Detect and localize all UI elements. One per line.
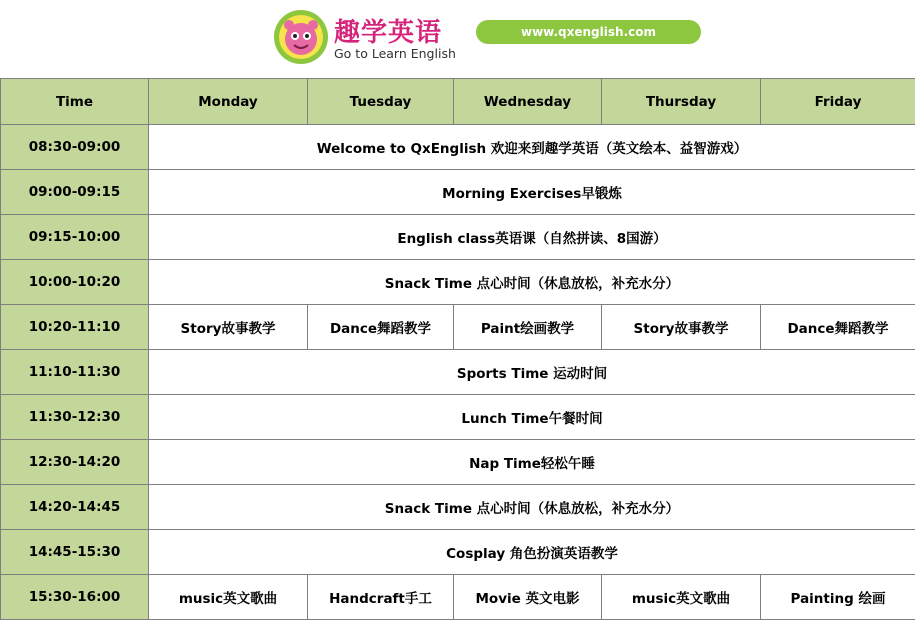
table-row [1, 215, 915, 260]
column-header-monday: Monday [149, 79, 308, 125]
website-url-badge: www.qxenglish.com [476, 20, 701, 44]
header-row [1, 79, 915, 125]
activity-cell-all-days: Snack Time 点心时间（休息放松，补充水分） [149, 260, 915, 305]
time-cell: 14:20-14:45 [1, 485, 149, 530]
column-header-tuesday: Tuesday [308, 79, 454, 125]
activity-cell-all-days: Snack Time 点心时间（休息放松，补充水分） [149, 485, 915, 530]
header [0, 0, 915, 78]
logo-chinese-text: 趣学英语 [334, 12, 442, 49]
column-header-wednesday: Wednesday [454, 79, 602, 125]
activity-cell-all-days: Nap Time轻松午睡 [149, 440, 915, 485]
activity-cell-all-days: English class英语课（自然拼读、8国游） [149, 215, 915, 260]
activity-cell-all-days: Sports Time 运动时间 [149, 350, 915, 395]
time-cell: 11:30-12:30 [1, 395, 149, 440]
table-row [1, 305, 915, 350]
table-row [1, 350, 915, 395]
activity-cell-all-days: Lunch Time午餐时间 [149, 395, 915, 440]
activity-cell-all-days: Morning Exercises早锻炼 [149, 170, 915, 215]
activity-cell: music英文歌曲 [602, 575, 761, 620]
activity-cell-all-days: Welcome to QxEnglish 欢迎来到趣学英语（英文绘本、益智游戏） [149, 125, 915, 170]
activity-cell: Painting 绘画 [761, 575, 915, 620]
logo-english-text: Go to Learn English [334, 46, 456, 61]
column-header-time: Time [1, 79, 149, 125]
time-cell: 11:10-11:30 [1, 350, 149, 395]
time-cell: 10:20-11:10 [1, 305, 149, 350]
table-row [1, 395, 915, 440]
mascot-icon [272, 8, 330, 66]
table-row [1, 170, 915, 215]
activity-cell: Dance舞蹈教学 [308, 305, 454, 350]
activity-cell: Movie 英文电影 [454, 575, 602, 620]
activity-cell: Paint绘画教学 [454, 305, 602, 350]
logo [272, 8, 472, 70]
activity-cell: Story故事教学 [602, 305, 761, 350]
table-row [1, 575, 915, 620]
column-header-friday: Friday [761, 79, 915, 125]
time-cell: 10:00-10:20 [1, 260, 149, 305]
column-header-thursday: Thursday [602, 79, 761, 125]
table-row [1, 260, 915, 305]
time-cell: 12:30-14:20 [1, 440, 149, 485]
time-cell: 09:00-09:15 [1, 170, 149, 215]
activity-cell: Handcraft手工 [308, 575, 454, 620]
activity-cell: Dance舞蹈教学 [761, 305, 915, 350]
activity-cell: music英文歌曲 [149, 575, 308, 620]
activity-cell: Story故事教学 [149, 305, 308, 350]
table-row [1, 125, 915, 170]
schedule-table [0, 78, 915, 620]
table-row [1, 530, 915, 575]
time-cell: 09:15-10:00 [1, 215, 149, 260]
table-row [1, 440, 915, 485]
activity-cell-all-days: Cosplay 角色扮演英语教学 [149, 530, 915, 575]
time-cell: 14:45-15:30 [1, 530, 149, 575]
time-cell: 08:30-09:00 [1, 125, 149, 170]
table-row [1, 485, 915, 530]
time-cell: 15:30-16:00 [1, 575, 149, 620]
